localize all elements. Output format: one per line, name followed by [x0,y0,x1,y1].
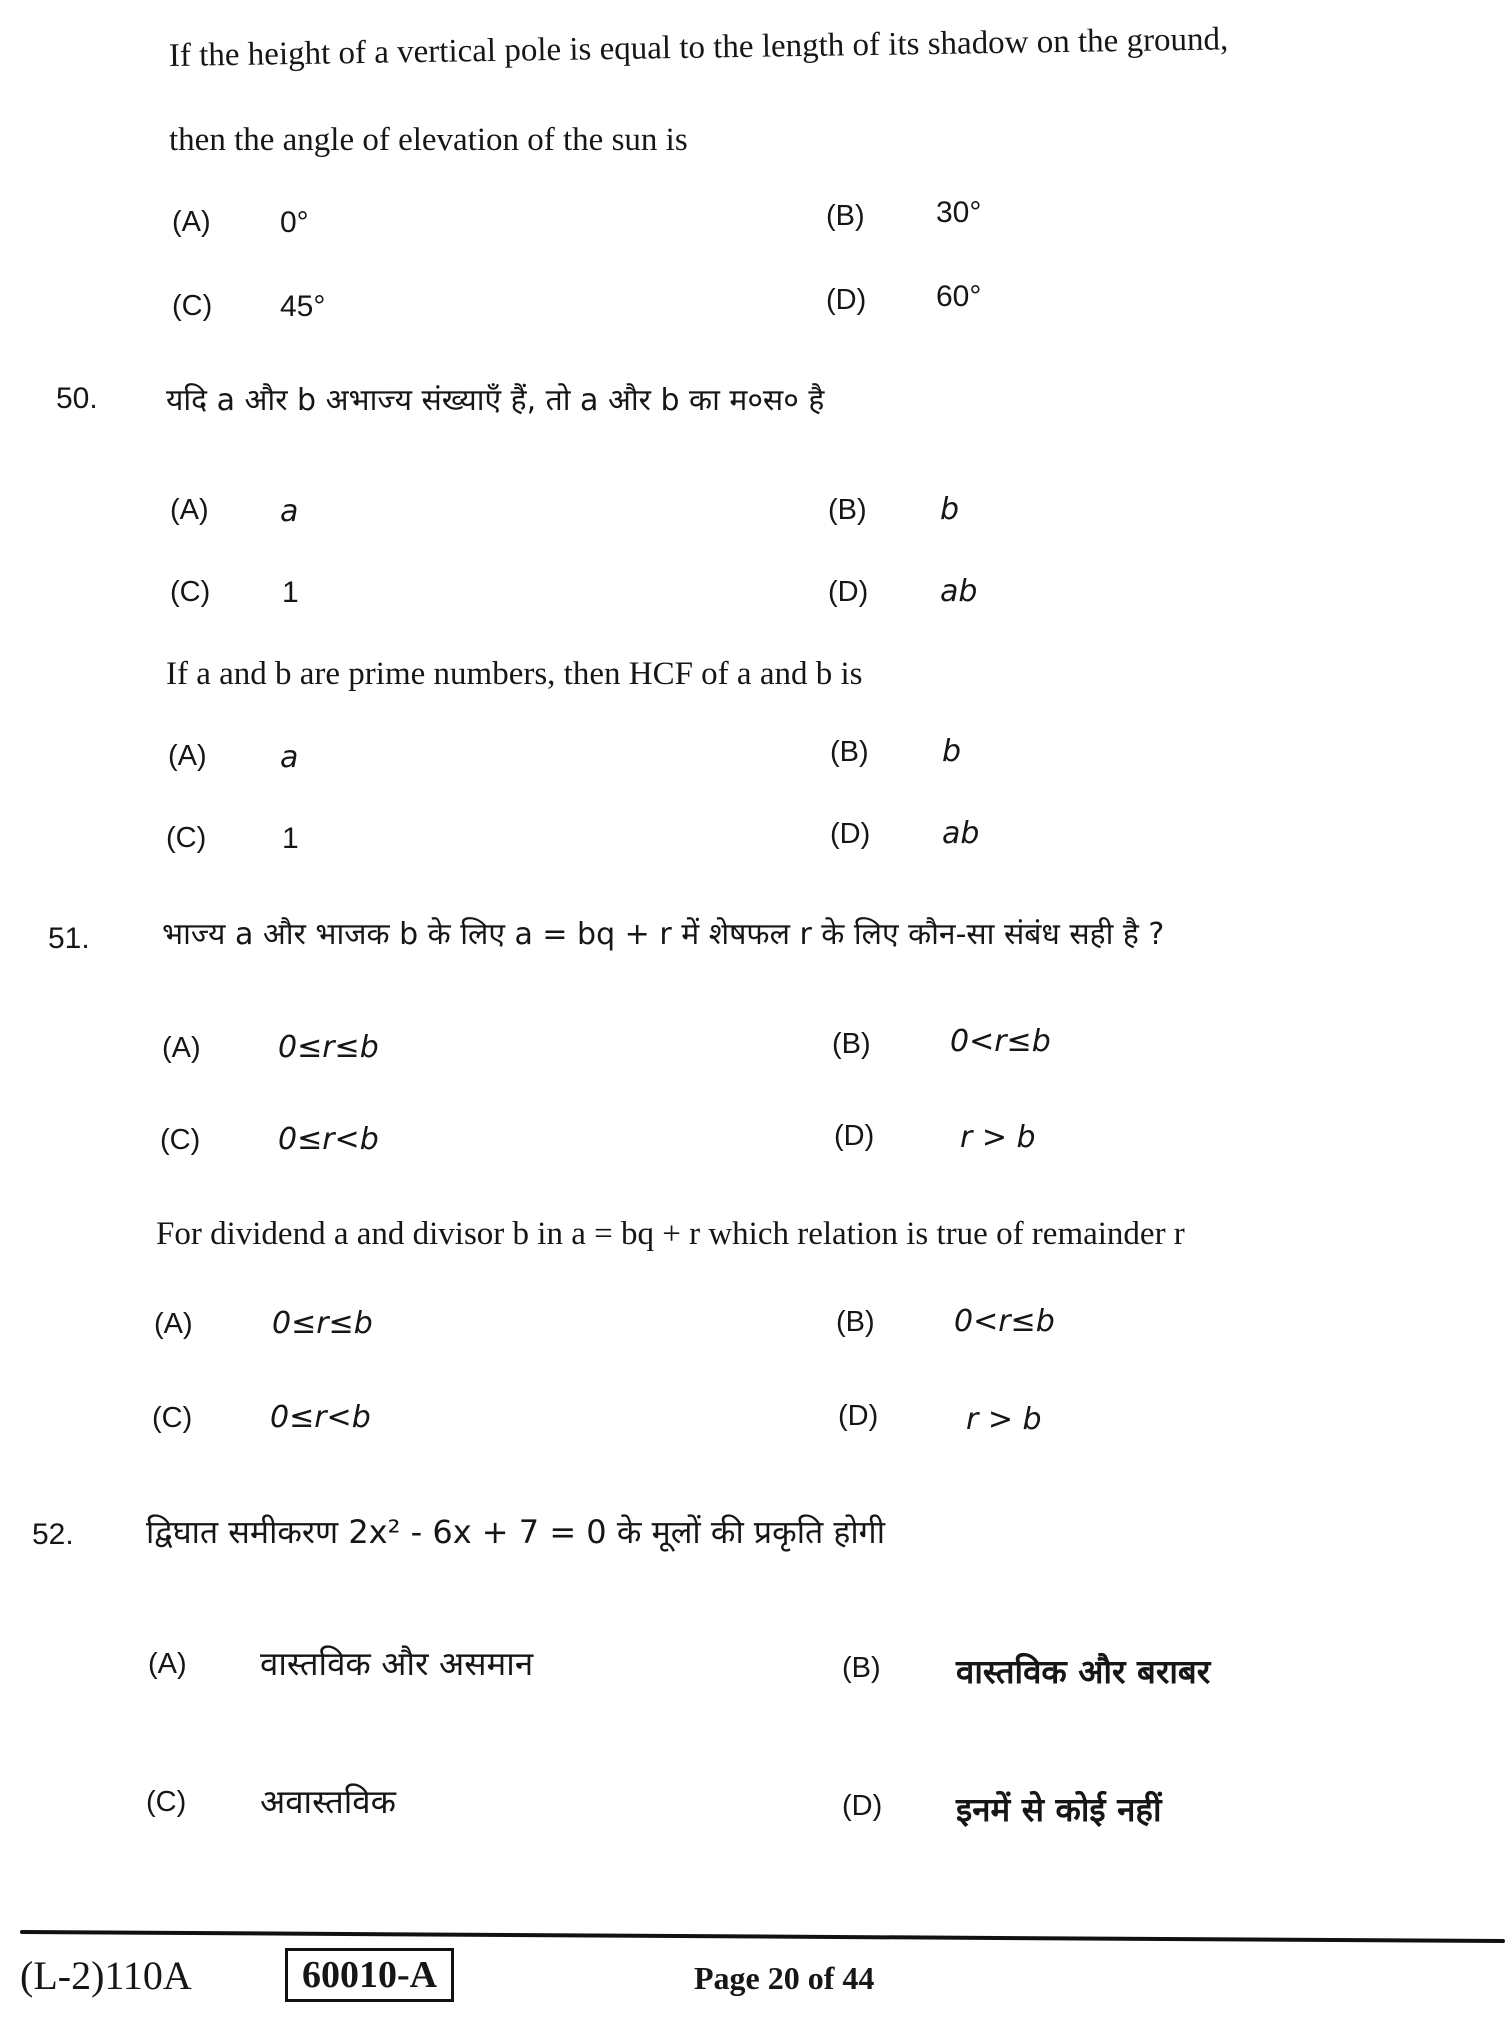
option-c-value: अवास्तविक [260,1782,396,1821]
question-text-english: For dividend a and divisor b in a = bq + r which relation is true of remainder r [156,1216,1185,1252]
option-d-value: ab [940,574,978,609]
question-number: 50. [56,382,98,415]
option-b-value: b [942,734,962,769]
option-c-label[interactable]: (C) [172,290,213,322]
option-b-value: 0<r≤b [954,1304,1055,1339]
option-a-value: a [280,740,299,775]
option-d-label[interactable]: (D) [834,1120,875,1152]
option-d-value: ab [942,816,980,851]
question-text-hindi: यदि a और b अभाज्य संख्याएँ हैं, तो a और b का म०स० है [166,383,825,418]
option-d-label[interactable]: (D) [842,1790,883,1822]
option-b-label[interactable]: (B) [826,200,865,232]
option-b-value: b [940,492,960,527]
option-d-label[interactable]: (D) [830,818,871,850]
question-text-hindi: द्विघात समीकरण 2x² - 6x + 7 = 0 के मूलों की प्रकृति होगी [146,1513,885,1551]
option-d-label[interactable]: (D) [826,284,867,316]
option-a-value: a [280,494,299,529]
option-d-value: r > b [960,1120,1036,1155]
paper-code: (L-2)110A [20,1953,192,1998]
booklet-code-box: 60010-A [285,1948,454,2002]
option-c-label[interactable]: (C) [166,822,207,854]
option-a-value: 0≤r≤b [278,1030,379,1065]
option-a-label[interactable]: (A) [172,206,211,238]
option-c-value: 0≤r<b [270,1400,371,1435]
option-a-value: 0° [280,206,309,239]
option-d-label[interactable]: (D) [828,576,869,608]
option-b-label[interactable]: (B) [842,1652,881,1684]
option-b-value: 0<r≤b [950,1024,1051,1059]
option-a-label[interactable]: (A) [170,494,209,526]
option-a-value: वास्तविक और असमान [260,1644,534,1683]
option-a-label[interactable]: (A) [168,740,207,772]
option-b-label[interactable]: (B) [836,1306,875,1338]
option-c-value: 45° [280,290,326,323]
option-c-label[interactable]: (C) [146,1786,187,1818]
option-c-label[interactable]: (C) [170,576,211,608]
question-text-line1: If the height of a vertical pole is equal to the length of its shadow on the ground, [168,21,1229,74]
question-text-english: If a and b are prime numbers, then HCF of a and b is [166,656,863,692]
option-b-label[interactable]: (B) [828,494,867,526]
option-c-label[interactable]: (C) [152,1402,193,1434]
option-a-label[interactable]: (A) [148,1648,187,1680]
question-number: 51. [48,922,90,955]
option-b-label[interactable]: (B) [832,1028,871,1060]
option-b-label[interactable]: (B) [830,736,869,768]
option-d-value: r > b [966,1402,1042,1437]
option-c-label[interactable]: (C) [160,1124,201,1156]
option-b-value: 30° [936,196,982,229]
option-c-value: 1 [282,822,299,855]
question-text-hindi: भाज्य a और भाजक b के लिए a = bq + r में शेषफल r के लिए कौन-सा संबंध सही है ? [162,917,1165,952]
option-a-value: 0≤r≤b [272,1306,373,1341]
option-d-value: 60° [936,280,982,313]
option-a-label[interactable]: (A) [154,1308,193,1340]
page-number: Page 20 of 44 [694,1960,875,1996]
option-b-value: वास्तविक और बराबर [956,1652,1211,1691]
option-c-value: 0≤r<b [278,1122,379,1157]
footer-divider [20,1930,1505,1943]
question-number: 52. [32,1518,74,1551]
option-a-label[interactable]: (A) [162,1032,201,1064]
question-text-line2: then the angle of elevation of the sun is [169,122,688,158]
option-c-value: 1 [282,576,299,609]
option-d-value: इनमें से कोई नहीं [956,1790,1162,1829]
option-d-label[interactable]: (D) [838,1400,879,1432]
